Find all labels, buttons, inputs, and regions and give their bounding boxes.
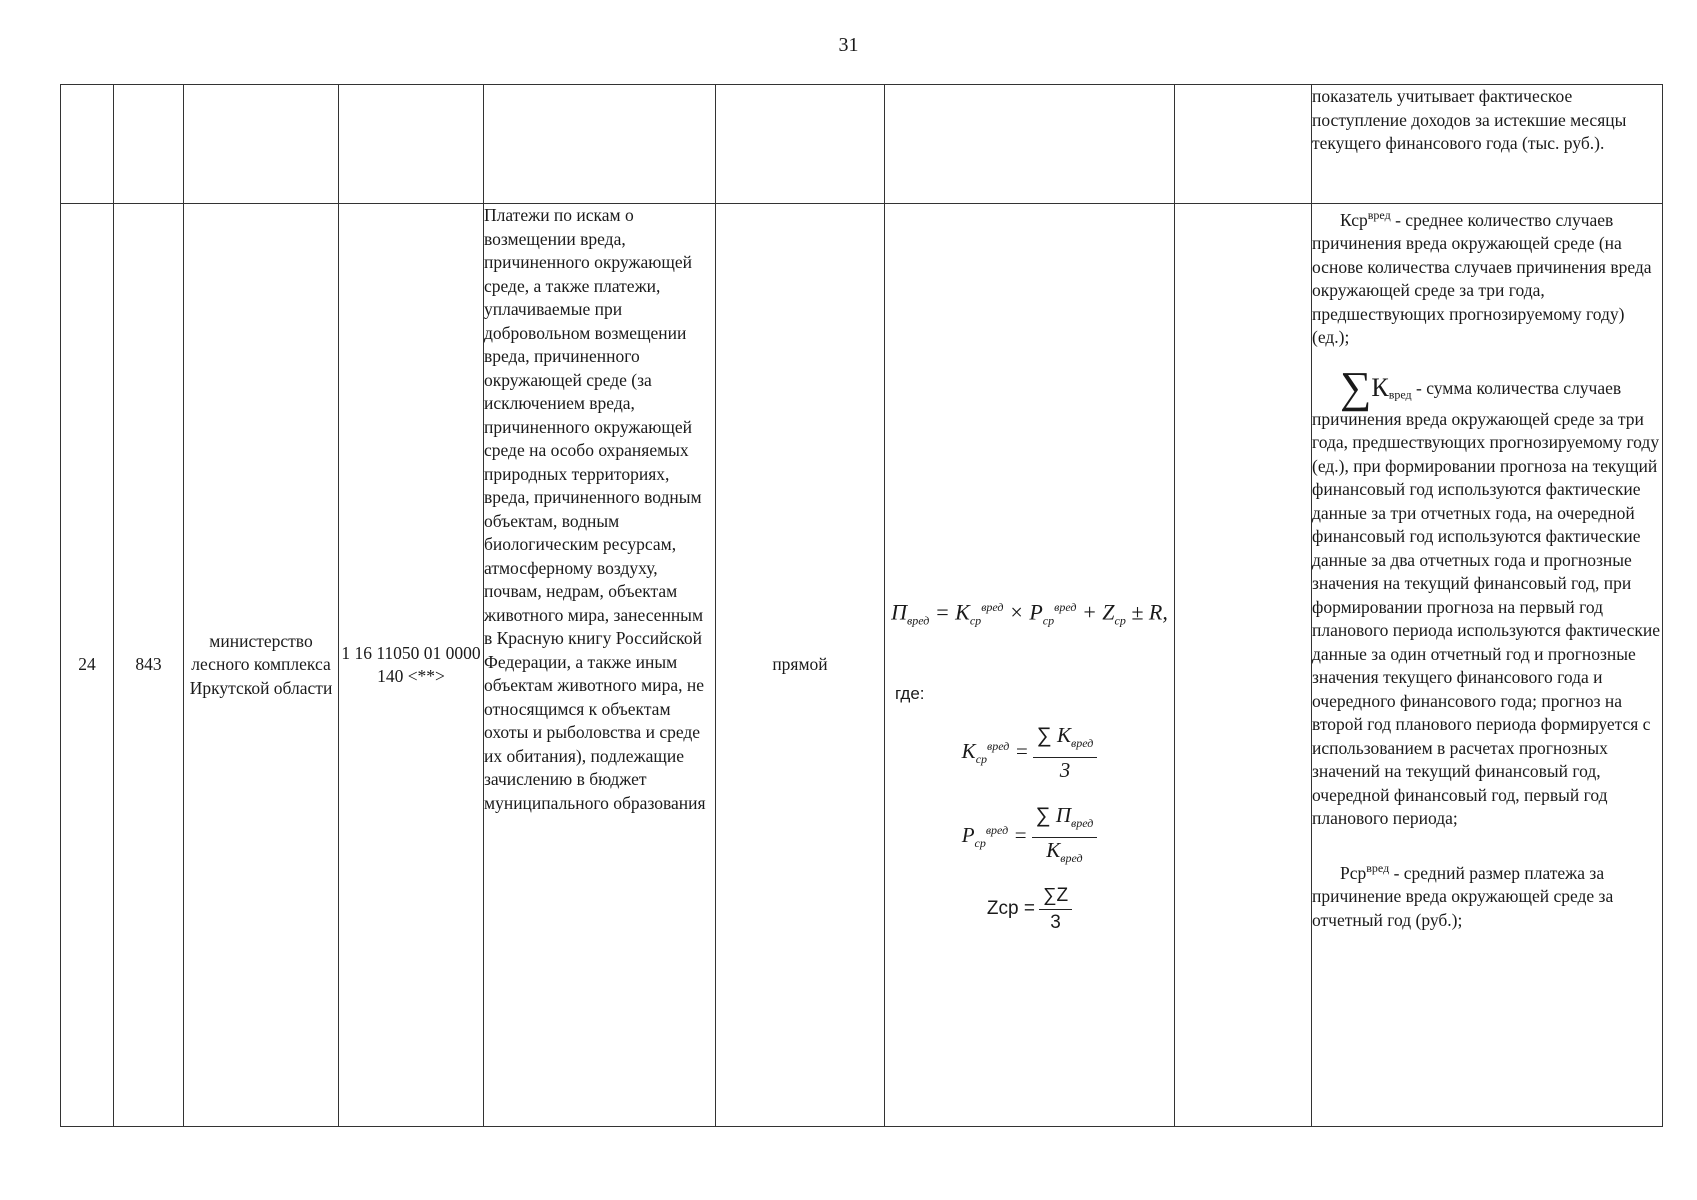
forecast-table (60, 84, 1663, 1127)
income-description: Платежи по искам о возмещении вреда, причиненного окружающей среде, а также платежи, уплачиваемые при добровольном возмещении вреда, причиненного окружающей среде (за исключением вреда, причиненного окружающей среде на особо охраняемых природных территориях, вреда, причиненного водным объектам, водным биологическим ресурсам, атмосферному воздуху, почвам, недрам, объектам животного мира, занесенным в Красную книгу Российской Федерации, а также иным объектам животного мира, не относящимся к объектам охоты и рыболовства и среде их обитания), подлежащие зачислению в бюджет муниципального образования (484, 204, 716, 1127)
k-avg-formula: $K_{ср}^{вред}$ = $\frac{\sum K_{вред}}{3}$ (885, 724, 1174, 782)
z-avg-formula: Zср = $\frac{\sum Z}{3}$ (885, 884, 1174, 934)
sum-k-definition (1312, 362, 1662, 831)
p-avg-symbol: Рср (1340, 862, 1367, 883)
cell-empty (61, 85, 114, 204)
p-avg-sup: вред (1366, 860, 1390, 875)
continuation-comment: показатель учитывает фактическое поступление доходов за истекшие месяцы текущего финансового года (тыс. руб.). (1312, 85, 1663, 204)
p-avg-definition (1312, 857, 1662, 932)
k-avg-sup: вред (1367, 208, 1391, 222)
cell-empty (184, 85, 339, 204)
k-avg-text: - среднее количество случаев причинения вреда окружающей среде (на основе количества случаев причинения вреда окружающей среде за три года, предшествующих прогнозируемому году) (ед.); (1312, 209, 1652, 348)
comment-cell (1312, 204, 1663, 1127)
cell-empty (1175, 204, 1312, 1127)
cell-empty (339, 85, 484, 204)
table-row (61, 204, 1663, 1127)
cell-empty (114, 85, 184, 204)
p-avg-formula: $P_{ср}^{вред}$ = $\frac{\sum П_{вред}}{K_{вред}}$ (885, 804, 1174, 870)
sum-k-text: - сумма количества случаев причинения вреда окружающей среде за три года, предшествующих прогнозируемому году (ед.), при формировании прогноза на текущий финансовый год используются фактические данные за три отчетных года, на очередной финансовый год используются фактические данные за два отчетных года и прогнозные значения на текущий финансовый год, при формировании прогноза на первый год планового периода используются фактические данные за один отчетный год и прогнозные значения текущего финансового года и очередного финансового года; прогноз на второй год планового периода формируется с использованием в расчетах прогнозных значений на текущий финансовый год, очередной финансовый год, первый год планового периода; (1312, 377, 1661, 829)
main-formula: $П_{вред} = K_{ср}^{вред} \times P_{ср}^{вред} + Z_{ср} \pm R$, (891, 599, 1168, 628)
where-label: где: (895, 684, 925, 703)
cell-empty (885, 85, 1175, 204)
page-number: 31 (838, 34, 859, 56)
row-number: 24 (61, 204, 114, 1127)
admin-code: 843 (114, 204, 184, 1127)
k-avg-definition (1312, 204, 1662, 350)
sum-k-sub: вред (1388, 387, 1412, 402)
table-row-continuation (61, 85, 1663, 204)
sigma-symbol: ∑ (1340, 362, 1372, 412)
kbk-code: 1 16 11050 01 0000 140 <**> (339, 204, 484, 1127)
cell-empty (484, 85, 716, 204)
sum-k-letter: К (1371, 372, 1389, 402)
p-avg-text: - средний размер платежа за причинение вреда окружающей среде за отчетный год (руб.); (1312, 862, 1614, 930)
cell-empty (716, 85, 885, 204)
k-avg-symbol: Кср (1340, 209, 1368, 230)
administrator-name: министерство лесного комплекса Иркутской области (184, 204, 339, 1127)
cell-empty (1175, 85, 1312, 204)
calc-method: прямой (716, 204, 885, 1127)
formula-cell (885, 204, 1175, 1127)
